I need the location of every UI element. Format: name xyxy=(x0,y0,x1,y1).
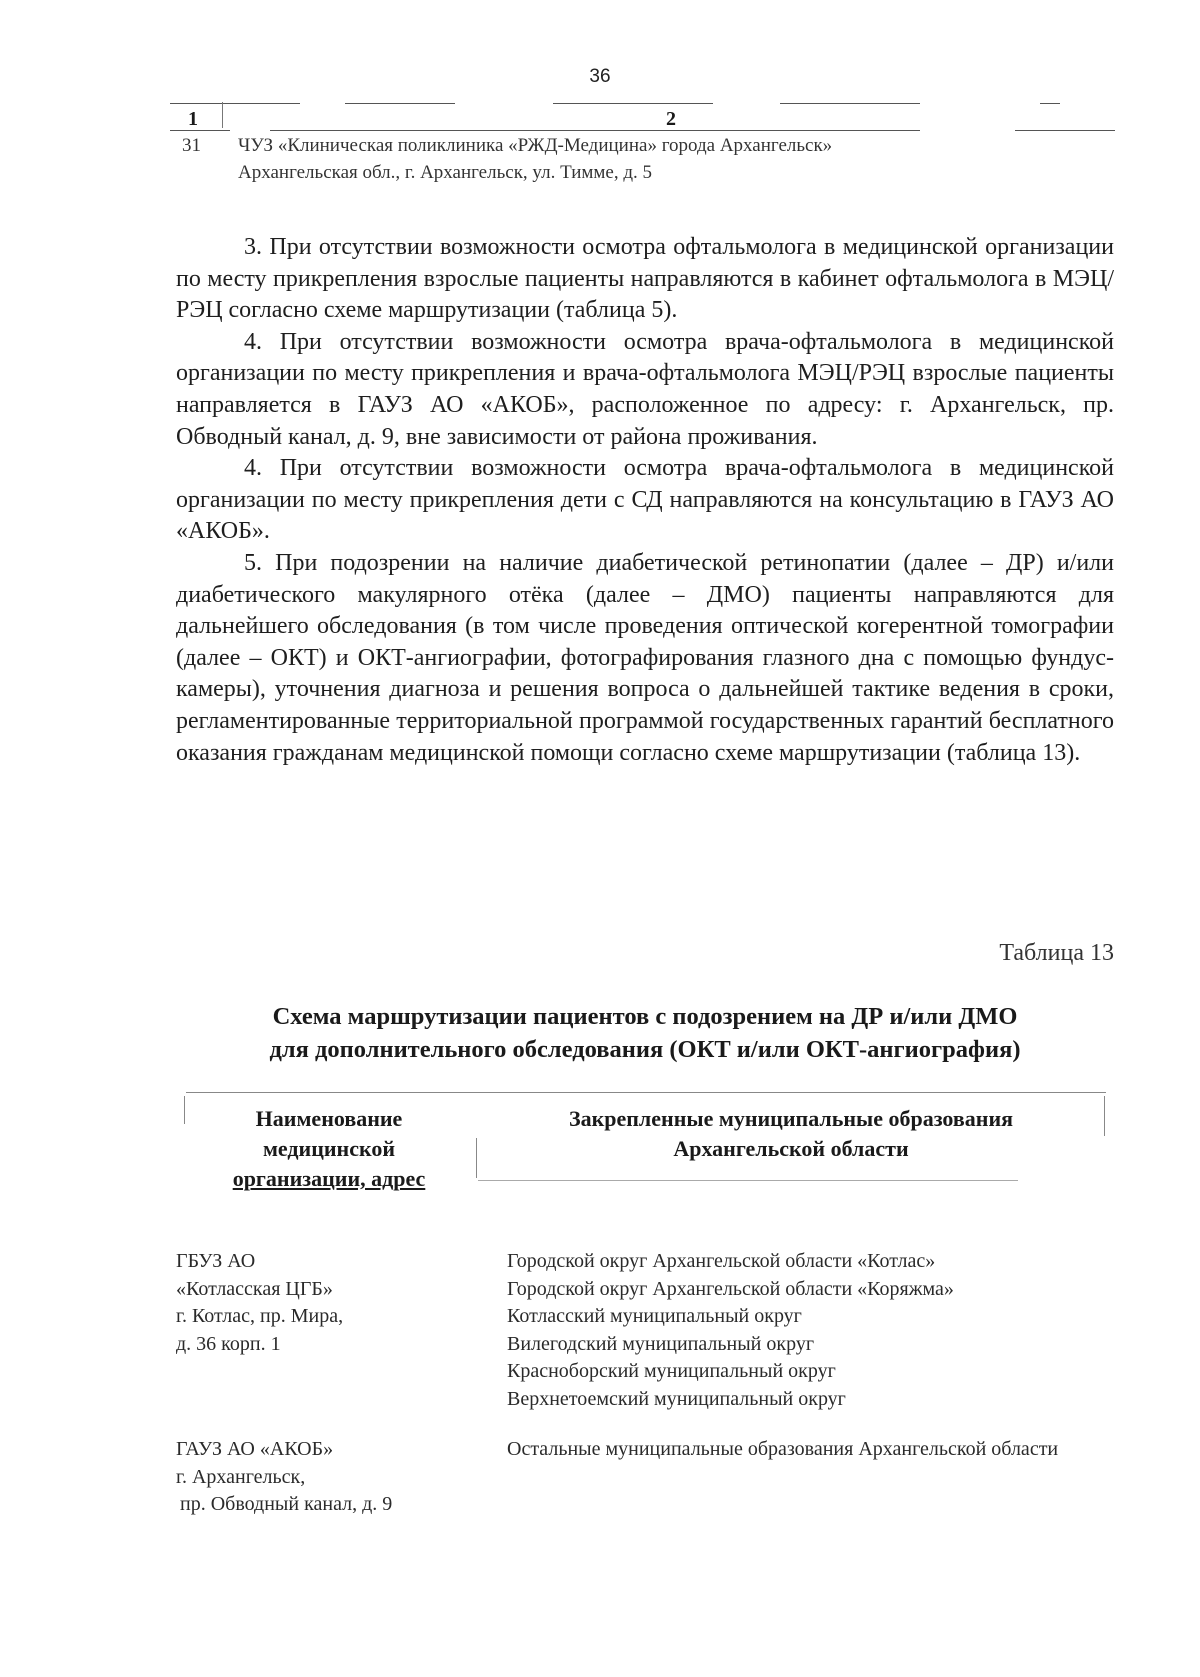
header-municipalities-line: Закрепленные муниципальные образования xyxy=(568,1106,1014,1131)
municipality-item: Верхнетоемский муниципальный округ xyxy=(507,1387,846,1410)
organization-line: «Котласская ЦГБ» xyxy=(176,1277,333,1300)
organization-line: ГАУЗ АО «АКОБ» xyxy=(176,1438,334,1460)
municipality-item: Городской округ Архангельской области «Коряжма» xyxy=(507,1277,954,1300)
body-text xyxy=(176,232,1114,769)
organization-line: г. Котлас, пр. Мира, xyxy=(176,1305,344,1327)
paragraph-3: 3. При отсутствии возможности осмотра офтальмолога в медицинской организации по месту прикрепления взрослые пациенты направляются в кабинет офтальмолога в МЭЦ/РЭЦ согласно схеме маршрутизации (таблица 5). xyxy=(176,234,1114,324)
municipality-item: Городской округ Архангельской области «Котлас» xyxy=(507,1250,936,1272)
municipalities-cell xyxy=(507,1436,1107,1464)
organization-line: ГБУЗ АО xyxy=(176,1250,256,1272)
paragraph-4b: 4. При отсутствии возможности осмотра врача-офтальмолога в медицинской организации по месту прикрепления дети с СД направляются на консультацию в ГАУЗ АО «АКОБ». xyxy=(176,455,1114,545)
header-organization-line: организации, адрес xyxy=(232,1166,426,1191)
table-title xyxy=(176,1000,1114,1066)
organization-cell xyxy=(176,1436,466,1519)
table-title-line-1: Схема маршрутизации пациентов с подозрением на ДР и/или ДМО xyxy=(272,1003,1018,1030)
municipality-item: Красноборский муниципальный округ xyxy=(507,1360,836,1382)
header-organization xyxy=(204,1104,454,1194)
municipality-item: Остальные муниципальные образования Архангельской области xyxy=(507,1438,1059,1460)
table-row xyxy=(170,132,1115,186)
org-address: Архангельская обл., г. Архангельск, ул. Тимме, д. 5 xyxy=(238,162,653,183)
municipality-item: Вилегодский муниципальный округ xyxy=(507,1332,815,1355)
organization-line: д. 36 корп. 1 xyxy=(176,1332,281,1355)
table-title-line-2: для дополнительного обследования (ОКТ и/или ОКТ-ангиография) xyxy=(269,1036,1021,1063)
municipalities-cell xyxy=(507,1248,1107,1413)
org-name: ЧУЗ «Клиническая поликлиника «РЖД-Медицина» города Архангельск» xyxy=(238,135,833,156)
municipality-item: Котласский муниципальный округ xyxy=(507,1305,802,1327)
organization-line: пр. Обводный канал, д. 9 xyxy=(180,1493,393,1515)
continuation-table-header xyxy=(170,100,1115,132)
column-number-2: 2 xyxy=(666,108,676,130)
column-number-1: 1 xyxy=(188,108,198,130)
paragraph-5: 5. При подозрении на наличие диабетической ретинопатии (далее – ДР) и/или диабетического макулярного отёка (далее – ДМО) пациенты направляются для дальнейшего обследования (в том числе проведения оптической когерентной томографии (далее – ОКТ) и ОКТ-ангиографии, фотографирования глазного дна с помощью фундус-камеры), уточнения диагноза и решения вопроса о дальнейшей тактике ведения в сроки, регламентированные территориальной программой государственных гарантий бесплатного оказания гражданам медицинской помощи согласно схеме маршрутизации (таблица 13). xyxy=(176,549,1114,766)
page-number: 36 xyxy=(589,66,611,87)
continuation-table xyxy=(170,100,1115,186)
table-label: Таблица 13 xyxy=(999,940,1114,966)
organization-cell xyxy=(176,1248,466,1358)
header-organization-line: Наименование xyxy=(255,1106,403,1131)
organization-line: г. Архангельск, xyxy=(176,1465,306,1488)
header-municipalities xyxy=(496,1104,1086,1164)
header-municipalities-line: Архангельской области xyxy=(673,1136,909,1161)
paragraph-4a: 4. При отсутствии возможности осмотра врача-офтальмолога в медицинской организации по месту прикрепления и врача-офтальмолога МЭЦ/РЭЦ взрослые пациенты направляется в ГАУЗ АО «АКОБ», расположенное по адресу: г. Архангельск, пр. Обводный канал, д. 9, вне зависимости от района проживания. xyxy=(176,328,1114,450)
row-number: 31 xyxy=(182,135,201,156)
header-organization-line: медицинской xyxy=(262,1136,396,1161)
